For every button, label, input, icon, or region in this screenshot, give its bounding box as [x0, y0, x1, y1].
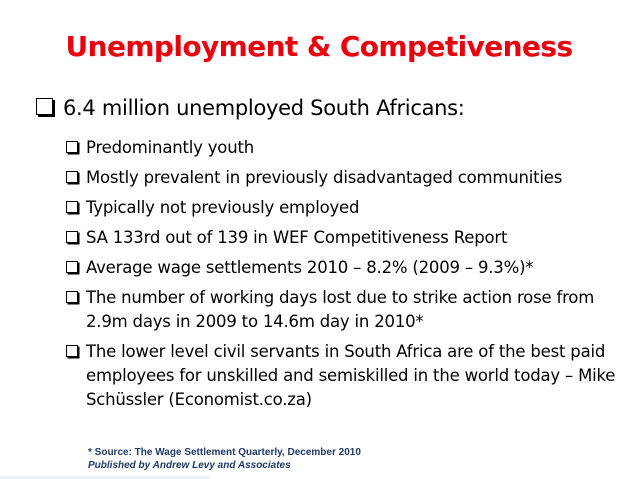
sub-bullet [66, 286, 631, 334]
checkbox-bullet-icon [66, 171, 78, 183]
slide-title: Unemployment & Competiveness [65, 30, 573, 63]
checkbox-bullet-icon [66, 141, 78, 153]
checkbox-bullet-icon [66, 231, 78, 243]
checkbox-bullet-icon [66, 201, 78, 213]
checkbox-bullet-icon [66, 261, 78, 273]
sub-bullet [66, 340, 631, 412]
source-footnote [88, 446, 361, 472]
main-bullet-text: 6.4 million unemployed South Africans: [63, 96, 465, 120]
checkbox-bullet-icon [66, 291, 78, 303]
sub-bullet [66, 166, 631, 190]
sub-bullet [66, 136, 631, 160]
checkbox-bullet-icon [36, 98, 53, 115]
sub-bullet-text: Predominantly youth [86, 138, 254, 157]
main-bullet [36, 96, 465, 120]
sub-bullet-list [66, 136, 631, 418]
sub-bullet-text: The lower level civil servants in South Africa are of the best paid employees for unskilled and semiskilled in the world today – Mike Schüssler (Economist.co.za) [86, 342, 616, 409]
sub-bullet-text: SA 133rd out of 139 in WEF Competitiveness Report [86, 228, 508, 247]
sub-bullet-text: Typically not previously employed [86, 198, 360, 217]
sub-bullet-text: The number of working days lost due to strike action rose from 2.9m days in 2009 to 14.6m day in 2010* [86, 288, 595, 331]
sub-bullet-text: Average wage settlements 2010 – 8.2% (2009 – 9.3%)* [86, 258, 534, 277]
sub-bullet [66, 196, 631, 220]
checkbox-bullet-icon [66, 345, 78, 357]
sub-bullet [66, 256, 631, 280]
footnote-publisher: Published by Andrew Levy and Associates [88, 460, 291, 471]
footnote-source: * Source: The Wage Settlement Quarterly, December 2010 [88, 447, 361, 458]
sub-bullet-text: Mostly prevalent in previously disadvantaged communities [86, 168, 563, 187]
sub-bullet [66, 226, 631, 250]
